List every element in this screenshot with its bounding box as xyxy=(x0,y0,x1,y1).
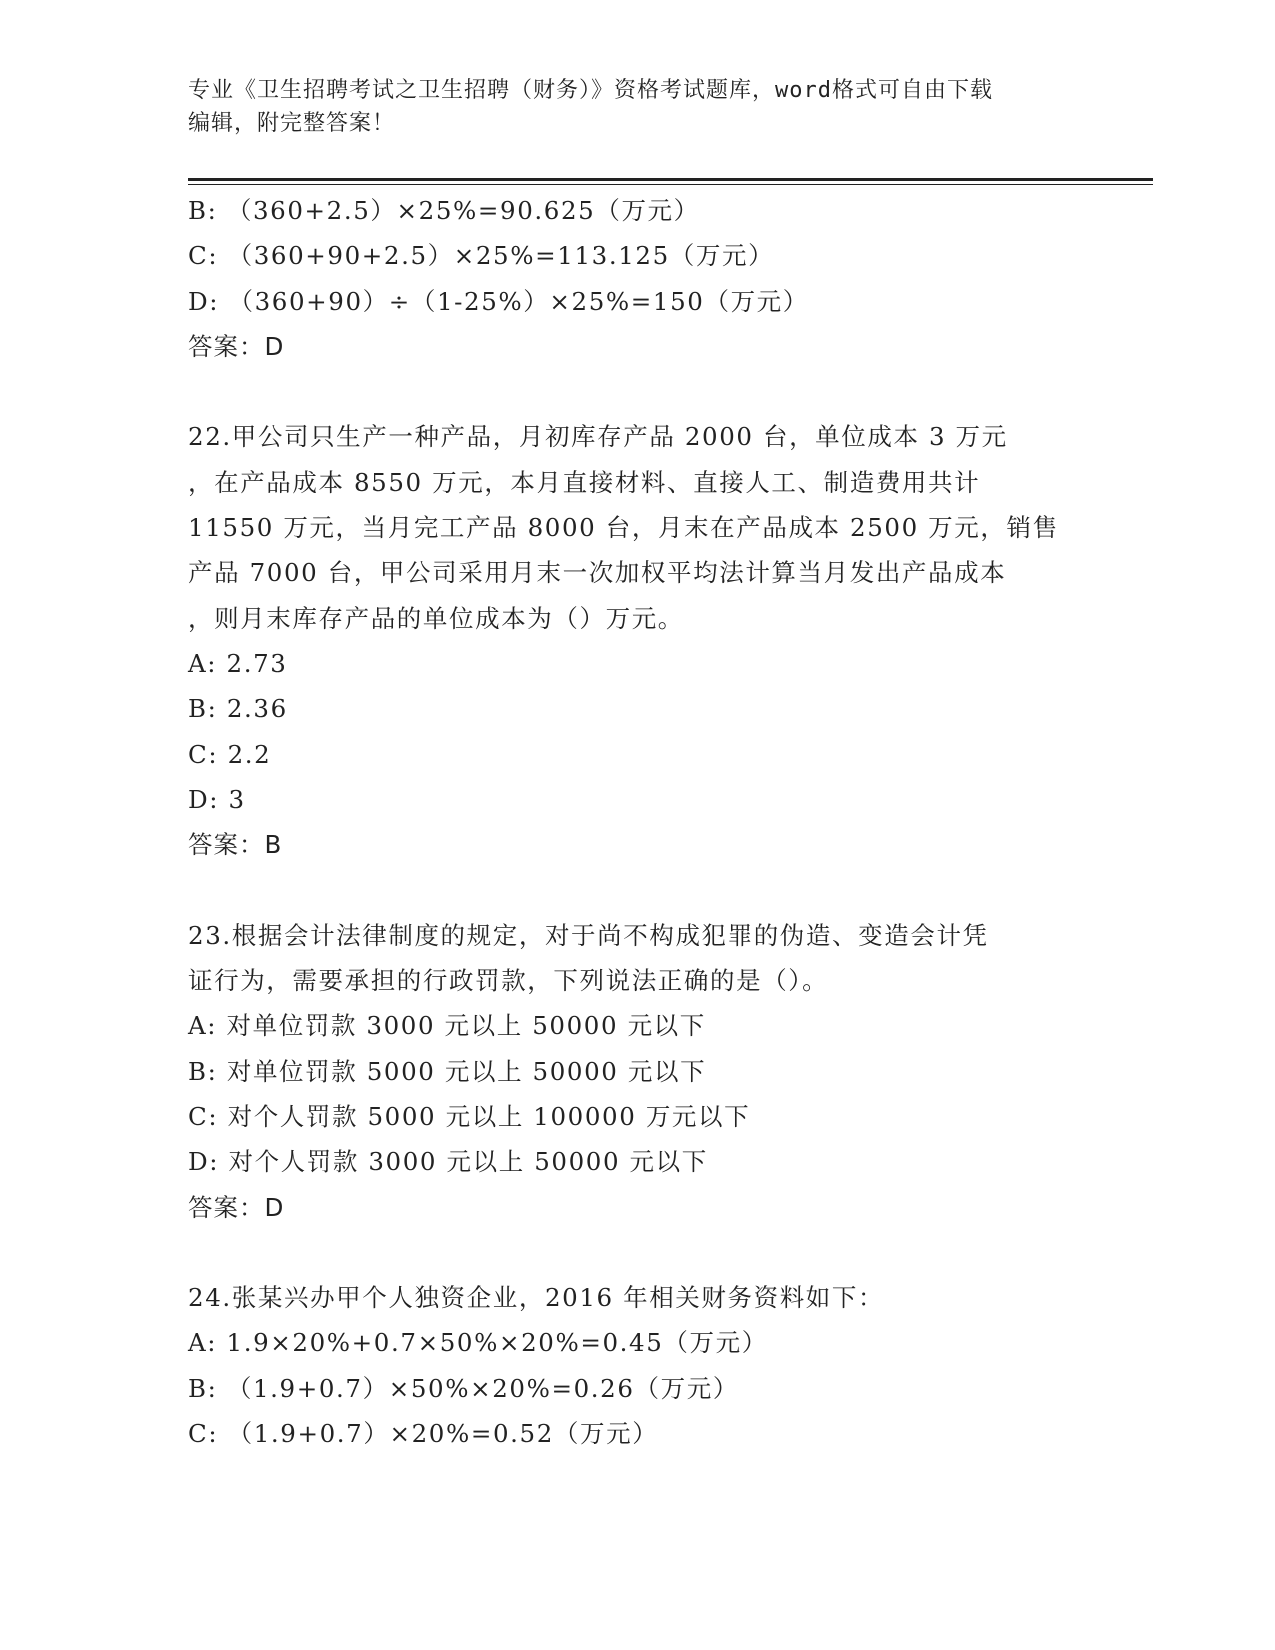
option-c: C: 对个人罚款 5000 元以上 100000 万元以下 xyxy=(188,1101,751,1131)
question-21-tail xyxy=(188,188,1088,369)
header-divider-thin xyxy=(188,184,1153,185)
option-b: B: （360+2.5）×25%=90.625（万元） xyxy=(188,196,700,225)
option-c: C: （1.9+0.7）×20%=0.52（万元） xyxy=(188,1419,659,1449)
spacer xyxy=(188,1230,1088,1275)
question-22 xyxy=(188,414,1088,867)
answer-line: 答案：D xyxy=(188,1192,285,1222)
question-stem-line: 23.根据会计法律制度的规定，对于尚不构成犯罪的伪造、变造会计凭 xyxy=(188,920,989,950)
question-stem-line: 11550 万元，当月完工产品 8000 台，月末在产品成本 2500 万元，销售 xyxy=(188,513,1059,543)
option-b: B: 对单位罚款 5000 元以上 50000 元以下 xyxy=(188,1056,707,1086)
question-stem-line: 证行为，需要承担的行政罚款，下列说法正确的是（）。 xyxy=(188,966,829,996)
question-stem-line: 产品 7000 台，甲公司采用月末一次加权平均法计算当月发出产品成本 xyxy=(188,558,1007,588)
option-b: B: 2.36 xyxy=(188,694,288,724)
option-d: D: 3 xyxy=(188,784,246,814)
option-a: A: 1.9×20%+0.7×50%×20%=0.45（万元） xyxy=(188,1328,768,1358)
spacer xyxy=(188,369,1088,414)
question-23 xyxy=(188,913,1088,1230)
header-line-1: 专业《卫生招聘考试之卫生招聘（财务）》资格考试题库，word格式可自由下载 xyxy=(188,78,993,103)
question-stem-line: ，则月末库存产品的单位成本为（）万元。 xyxy=(188,603,684,633)
answer-line: 答案：D xyxy=(188,331,285,361)
question-stem-line: 24.张某兴办甲个人独资企业，2016 年相关财务资料如下： xyxy=(188,1283,885,1313)
question-stem-line: 22.甲公司只生产一种产品，月初库存产品 2000 台，单位成本 3 万元 xyxy=(188,422,1008,452)
question-stem-line: ，在产品成本 8550 万元，本月直接材料、直接人工、制造费用共计 xyxy=(188,467,981,497)
document-body xyxy=(188,188,1088,1456)
answer-line: 答案：B xyxy=(188,830,283,860)
option-a: A: 对单位罚款 3000 元以上 50000 元以下 xyxy=(188,1011,706,1041)
question-24 xyxy=(188,1275,1088,1456)
header-line-2: 编辑，附完整答案！ xyxy=(188,111,396,136)
option-a: A: 2.73 xyxy=(188,648,288,678)
spacer xyxy=(188,867,1088,912)
option-d: D: 对个人罚款 3000 元以上 50000 元以下 xyxy=(188,1147,708,1177)
option-d: D: （360+90）÷（1-25%）×25%=150（万元） xyxy=(188,286,809,316)
option-c: C: （360+90+2.5）×25%=113.125（万元） xyxy=(188,241,775,271)
header-divider-thick xyxy=(188,178,1153,181)
option-b: B: （1.9+0.7）×50%×20%=0.26（万元） xyxy=(188,1373,739,1403)
document-header xyxy=(188,74,1088,140)
option-c: C: 2.2 xyxy=(188,739,272,769)
